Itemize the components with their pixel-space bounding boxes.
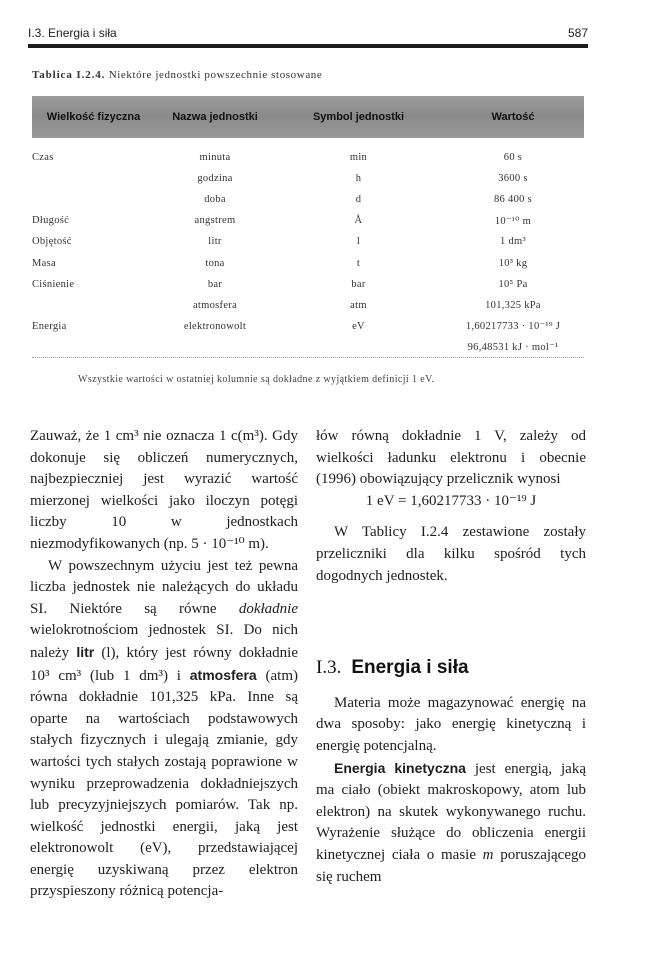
- table-caption: [32, 69, 322, 81]
- paragraph: W Tablicy I.2.4 zestawione zostały przeliczniki dla kilku spośród tych dogodnych jednostek.: [316, 524, 586, 584]
- table-caption-text: Niektóre jednostki powszechnie stosowane: [108, 69, 323, 81]
- cell-value: 86 400 s: [494, 194, 532, 206]
- cell-symbol: Å: [354, 215, 363, 227]
- cell-unit: bar: [207, 278, 223, 290]
- table-row: [32, 274, 584, 295]
- cell-unit: minuta: [199, 152, 231, 164]
- cell-quantity: Masa: [32, 257, 56, 269]
- text-run: wielokrotnościom jednostek SI. Do nich należy: [30, 622, 298, 661]
- cell-symbol: atm: [350, 299, 367, 311]
- cell-unit: angstrem: [194, 215, 236, 227]
- cell-symbol: bar: [351, 278, 366, 290]
- table-row: [32, 337, 584, 358]
- cell-quantity: Czas: [32, 152, 54, 164]
- cell-symbol: l: [356, 236, 361, 248]
- text-run: poruszającego się ruchem: [316, 846, 586, 885]
- table-row: [32, 210, 584, 231]
- cell-symbol: min: [349, 152, 368, 164]
- column-header-unit-name: Nazwa jednostki: [172, 111, 258, 123]
- emphasis: dokładnie: [238, 600, 298, 617]
- header-rule: [28, 44, 588, 48]
- cell-value: 101,325 kPa: [485, 299, 541, 311]
- cell-value: 10⁵ Pa: [498, 278, 528, 290]
- cell-unit: doba: [204, 194, 226, 206]
- table-row: [32, 147, 584, 168]
- cell-value: 1,60217733 · 10⁻¹⁹ J: [465, 321, 561, 333]
- table-label: Tablica I.2.4.: [32, 69, 106, 81]
- table-body: [32, 147, 584, 358]
- cell-unit: godzina: [197, 173, 233, 185]
- formula: 1 eV = 1,60217733 · 10⁻¹⁹ J: [365, 492, 537, 509]
- column-header-quantity: Wielkość fizyczna: [46, 111, 141, 123]
- table-row: [32, 231, 584, 252]
- paragraph: [30, 556, 298, 904]
- cell-quantity: Objętość: [32, 236, 72, 248]
- table-row: [32, 189, 584, 210]
- cell-symbol: d: [355, 194, 362, 206]
- left-column: [30, 426, 298, 903]
- table-note: Wszystkie wartości w ostatniej kolumnie są dokładne z wyjątkiem definicji 1 eV.: [78, 374, 435, 385]
- table-row: [32, 316, 584, 337]
- cell-value: 10⁻¹⁰ m: [494, 215, 532, 227]
- cell-value: 60 s: [503, 152, 523, 164]
- running-header-section: I.3. Energia i siła: [28, 26, 117, 40]
- cell-unit: elektronowolt: [183, 320, 247, 332]
- column-header-value: Wartość: [491, 111, 535, 123]
- emphasis: m: [482, 846, 494, 863]
- section-title: Energia i siła: [351, 657, 469, 679]
- cell-symbol: t: [356, 257, 361, 269]
- page-number: 587: [567, 26, 588, 40]
- paragraph: Materia może magazynować energię na dwa sposoby: jako energię kinetyczną i energię potencjalną.: [316, 694, 586, 754]
- cell-value: 96,48531 kJ · mol⁻¹: [467, 342, 559, 354]
- cell-symbol: eV: [352, 320, 365, 332]
- cell-unit: tona: [205, 257, 225, 269]
- cell-quantity: Energia: [32, 320, 67, 332]
- cell-value: 3600 s: [498, 173, 528, 185]
- text-run: (l), który jest równy dokładnie 10³ cm³ (lub 1 dm³) i: [30, 644, 298, 684]
- table-bottom-rule: [32, 357, 584, 359]
- cell-value: 10³ kg: [498, 257, 528, 269]
- cell-symbol: h: [355, 173, 362, 185]
- text-run: jest energią, jaką ma ciało (obiekt makroskopowy, atom lub elektron) na skutek wykonywanego ruchu. Wyrażenie służące do obliczenia energii kinetycznej ciała o masie: [316, 760, 586, 863]
- cell-unit: litr: [208, 236, 222, 248]
- cell-quantity: Długość: [32, 215, 70, 227]
- cell-value: 1 dm³: [500, 236, 526, 248]
- cell-quantity: Ciśnienie: [32, 278, 75, 290]
- table-row: [32, 252, 584, 273]
- section-heading: [316, 657, 586, 679]
- right-column: [316, 426, 586, 888]
- section-number: I.3.: [316, 657, 342, 679]
- term-bold: Energia kinetyczna: [334, 759, 466, 776]
- cell-unit: atmosfera: [192, 299, 238, 311]
- term-bold: litr: [76, 643, 95, 660]
- text-run: W powszechnym użyciu jest też pewna liczba jednostek nie należących do układu SI. Niektóre są równe: [30, 557, 298, 617]
- text-run: (atm) równa dokładnie 101,325 kPa. Inne są oparte na wartościach podstawowych stałych fizycznych i ulegają zmianie, gdy wartości tych stałych zostają poprawione w wyniku przeprowadzenia dokładniejszych lub precyzyjniejszych pomiarów. Tak np. wielkość jednostki energii, jaką jest elektronowolt (eV), przedstawiającej energię uzyskiwaną przez elektron przyspieszony różnicą potencja-: [30, 667, 298, 900]
- table-row: [32, 168, 584, 189]
- paragraph: łów równą dokładnie 1 V, zależy od wielkości ładunku elektronu i obecnie (1996) obowiązujący przelicznik wynosi: [316, 428, 586, 488]
- term-bold: atmosfera: [189, 666, 257, 683]
- paragraph: Zauważ, że 1 cm³ nie oznacza 1 c(m³). Gdy dokonuje się obliczeń numerycznych, najbezpieczniej jest wyrazić wartość mierzonej wielkości jako iloczyn potęgi liczby 10 w jednostkach niezmodyfikowanych (np. 5 · 10⁻¹⁰ m).: [30, 428, 298, 552]
- table-row: [32, 295, 584, 316]
- column-header-symbol: Symbol jednostki: [312, 111, 405, 123]
- paragraph: [316, 758, 586, 889]
- running-header: [28, 26, 588, 40]
- table-header: [32, 96, 584, 138]
